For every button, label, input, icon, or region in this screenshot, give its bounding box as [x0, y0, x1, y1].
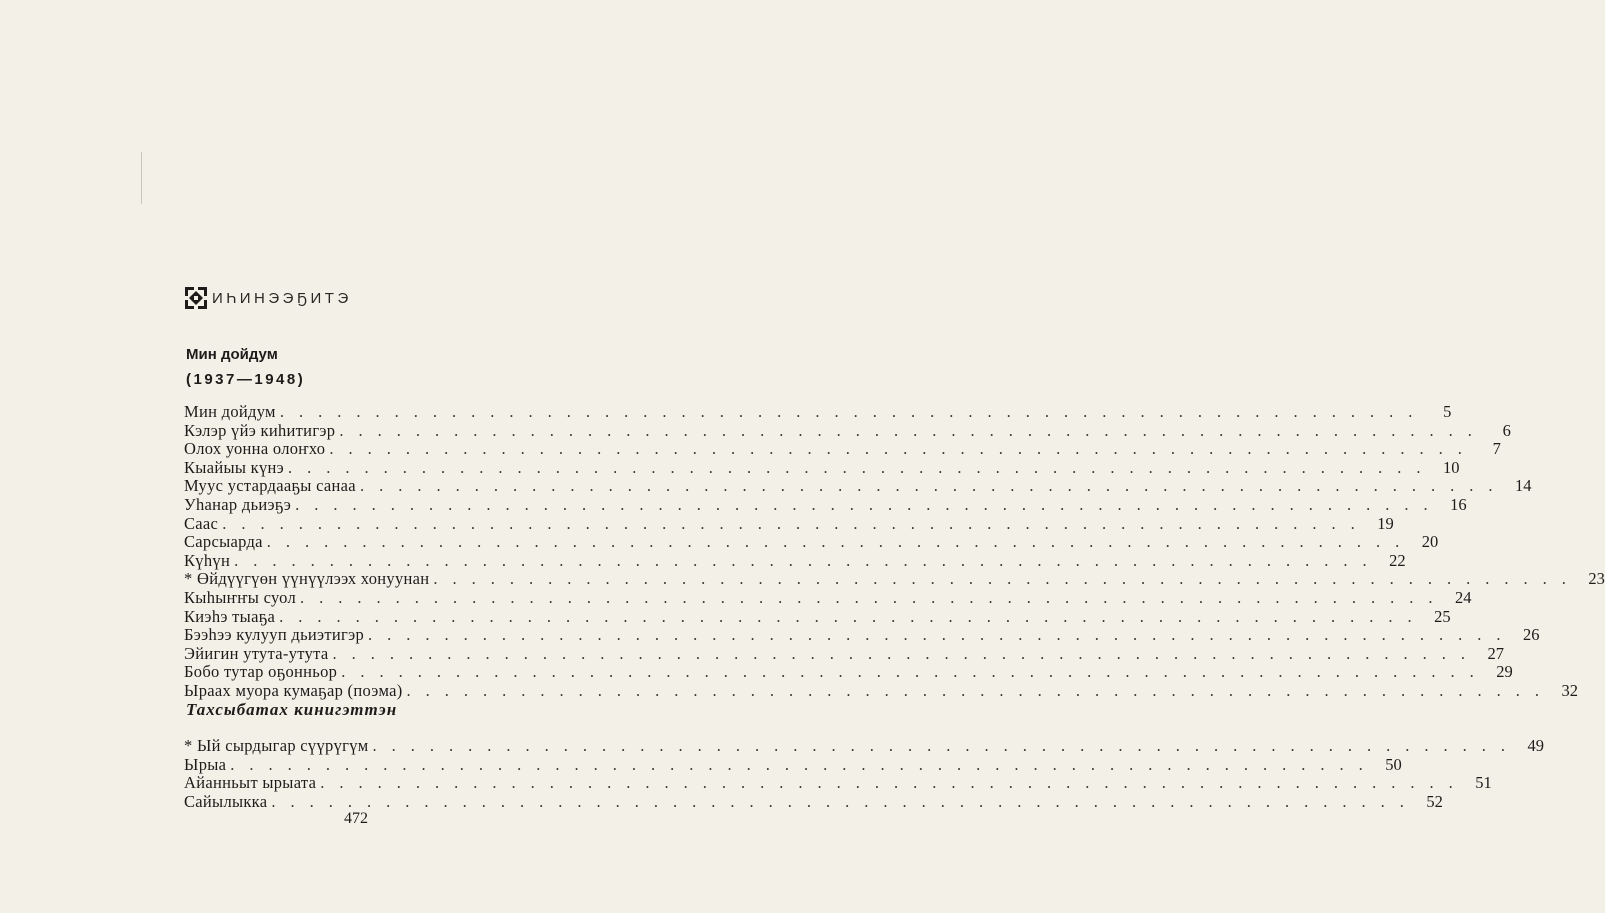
toc-entry [184, 532, 1439, 552]
toc-entry-title: Олох уонна олоҥхо [184, 439, 326, 459]
toc-entry-page: 32 [1561, 680, 1579, 700]
toc-entry [184, 420, 1511, 441]
dot-leader: ............................................................ [341, 662, 1489, 682]
toc-entry [184, 402, 1452, 422]
dot-leader: ............................................................ [320, 773, 1468, 793]
toc-entry-page: 19 [1377, 513, 1394, 533]
toc-entry [184, 513, 1394, 534]
contents-header [184, 283, 352, 313]
dot-leader: ............................................................ [329, 439, 1477, 459]
dot-leader: ............................................................ [222, 513, 1370, 533]
toc-entry [184, 569, 1605, 589]
dot-leader: ............................................................ [406, 680, 1555, 700]
toc-entry [184, 754, 1402, 775]
dot-leader: ............................................................ [271, 791, 1419, 811]
toc-entry-page: 26 [1523, 625, 1540, 645]
toc-entry-title: Кэлэр үйэ киһитигэр [184, 420, 336, 440]
dot-leader: ............................................................ [300, 587, 1448, 607]
toc-entry-title: Ыраах муора кумаҕар (поэма) [184, 680, 403, 700]
toc-entry-title: Күһүн [184, 550, 231, 570]
toc-entry-title: Бээһээ кулууп дьиэтигэр [184, 625, 365, 645]
dot-leader: ............................................................ [279, 402, 1428, 421]
toc-entry-title: Кыһыҥҥы суол [184, 587, 297, 607]
toc-entry-title: Сарсыарда [184, 532, 263, 552]
dot-leader: ............................................................ [433, 569, 1581, 589]
toc-entry-page: 51 [1475, 773, 1492, 793]
section-years: (1937—1948) [186, 371, 306, 388]
toc-entry-page: 6 [1502, 420, 1511, 440]
toc-entry-page: 14 [1514, 476, 1532, 496]
toc-entry [184, 457, 1460, 478]
toc-entry-page: 10 [1443, 457, 1460, 477]
margin-mark [141, 152, 142, 204]
toc-entry [184, 680, 1579, 701]
toc-list-2 [184, 736, 1544, 811]
section-title-2: Тахсыбатах кинигэттэн [186, 700, 398, 719]
dot-leader: ............................................................ [332, 643, 1480, 663]
toc-entry-title: Киэһэ тыаҕа [184, 606, 276, 626]
toc-entry [184, 550, 1406, 571]
toc-entry [184, 587, 1472, 608]
toc-entry-title: Муус устардааҕы санаа [184, 476, 356, 496]
toc-entry-page: 23 [1588, 569, 1605, 589]
toc-entry [184, 773, 1492, 793]
dot-leader: ............................................................ [359, 476, 1508, 496]
toc-entry-page: 49 [1527, 736, 1544, 755]
toc-entry-page: 25 [1434, 606, 1451, 626]
toc-entry-title: Бобо тутар оҕонньор [184, 662, 338, 682]
dot-leader: ............................................................ [339, 420, 1487, 440]
toc-entry [184, 643, 1504, 664]
toc-entry-page: 16 [1450, 494, 1467, 514]
toc-entry-page: 22 [1389, 550, 1406, 570]
toc-entry-title: Ырыа [184, 754, 227, 774]
dot-leader: ............................................................ [295, 494, 1443, 514]
toc-entry [184, 662, 1513, 682]
toc-entry-title: Уһанар дьиэҕэ [184, 494, 292, 514]
toc-list [184, 402, 1605, 701]
toc-entry-page: 5 [1443, 402, 1452, 421]
toc-entry-page: 52 [1426, 791, 1443, 811]
toc-entry [184, 476, 1532, 496]
toc-entry-page: 50 [1385, 754, 1402, 774]
toc-entry [184, 439, 1501, 459]
toc-entry-title: Кыайыы күнэ [184, 457, 285, 477]
toc-entry-page: 7 [1492, 439, 1501, 459]
section-title: Мин дойдум [186, 346, 278, 363]
toc-entry-page: 27 [1487, 643, 1504, 663]
toc-entry-title: * Өйдүүгүөн үүнүүлээх хонуунан [184, 569, 430, 589]
dot-leader: ............................................................ [230, 754, 1378, 774]
toc-entry [184, 625, 1540, 645]
ornament-icon [184, 286, 208, 310]
dot-leader: ............................................................ [234, 550, 1382, 570]
toc-entry-page: 24 [1455, 587, 1472, 607]
dot-leader: ............................................................ [288, 457, 1436, 477]
page-number: 472 [344, 810, 368, 827]
toc-entry [184, 791, 1443, 812]
dot-leader: ............................................................ [368, 625, 1516, 645]
toc-entry-title: Сайылыкка [184, 791, 268, 811]
toc-entry-title: Эйигин утута-утута [184, 643, 329, 663]
toc-entry-page: 29 [1496, 662, 1513, 682]
toc-entry-page: 20 [1421, 532, 1439, 552]
toc-entry [184, 736, 1544, 756]
toc-entry [184, 494, 1467, 515]
dot-leader: ............................................................ [266, 532, 1415, 552]
toc-entry-title: * Ый сырдыгар сүүрүгүм [184, 736, 369, 755]
dot-leader: ............................................................ [279, 606, 1427, 626]
toc-entry-title: Мин дойдум [184, 402, 276, 421]
toc-entry-title: Саас [184, 513, 219, 533]
contents-title: ИҺИНЭЭҔИТЭ [212, 289, 352, 307]
toc-entry [184, 606, 1451, 627]
dot-leader: ............................................................ [372, 736, 1520, 755]
toc-entry-title: Айанньыт ырыата [184, 773, 317, 793]
